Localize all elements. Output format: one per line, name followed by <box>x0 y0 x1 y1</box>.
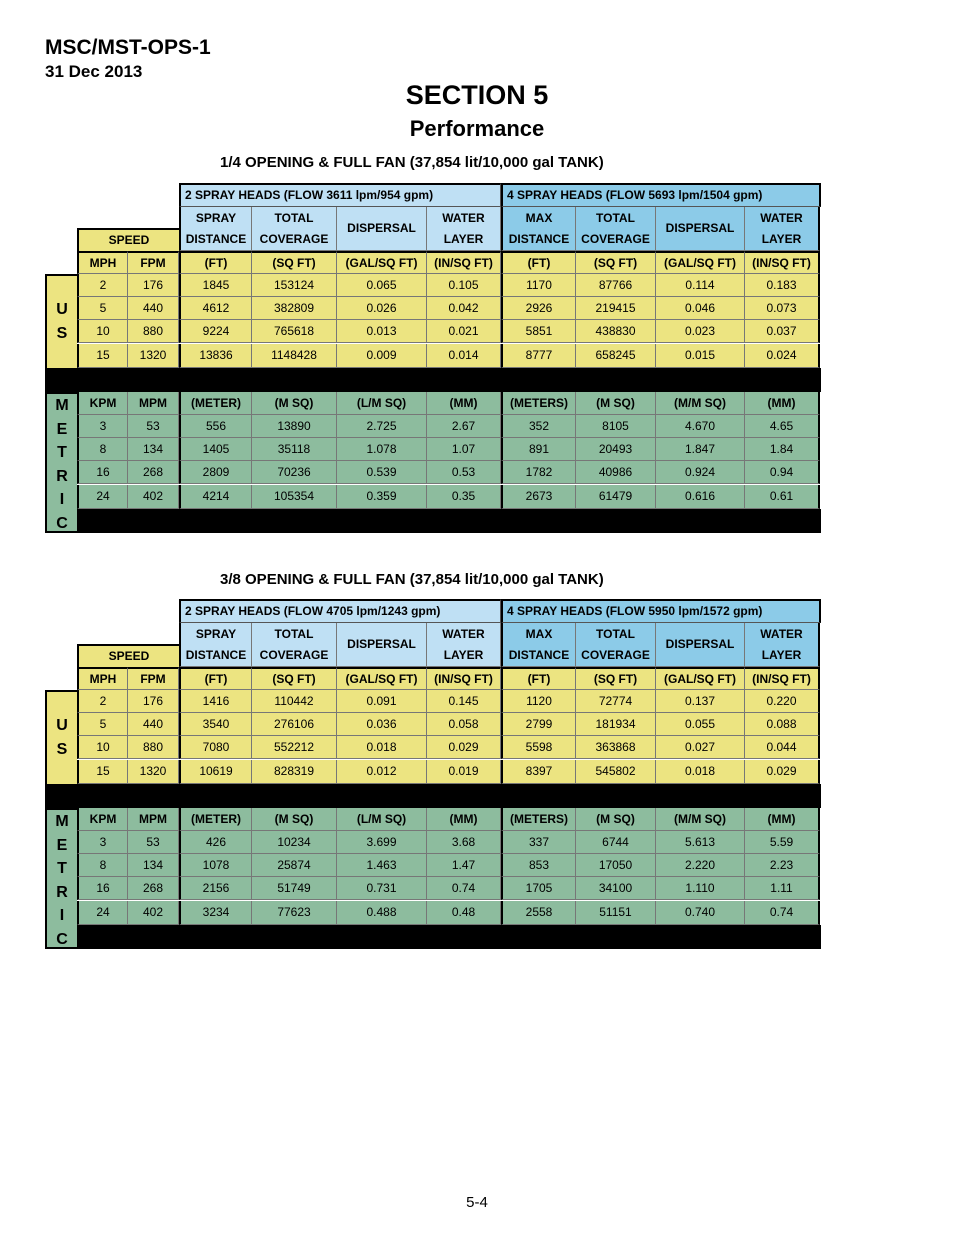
unit-cell: (METERS) <box>501 392 576 415</box>
unit-cell: (MM) <box>427 392 501 415</box>
data-cell: 0.74 <box>427 877 501 900</box>
data-cell: 1705 <box>501 877 576 900</box>
unit-cell: MPM <box>128 808 179 831</box>
data-cell: 10234 <box>252 831 337 854</box>
data-cell: 0.539 <box>337 461 427 484</box>
side-letter: C <box>56 514 68 532</box>
speed-header: SPEED <box>77 228 179 251</box>
column-header <box>337 623 427 667</box>
data-cell: 0.042 <box>427 297 501 320</box>
data-cell: 1320 <box>128 760 179 784</box>
header-line: MAX <box>525 210 553 225</box>
us-side-label <box>45 690 77 784</box>
metric-side-label <box>45 808 77 949</box>
data-cell: 0.114 <box>656 274 745 297</box>
header-line: LAYER <box>443 647 484 662</box>
data-cell: 13836 <box>179 344 252 368</box>
data-cell: 8 <box>77 438 128 461</box>
data-cell: 0.488 <box>337 901 427 925</box>
data-cell: 70236 <box>252 461 337 484</box>
unit-cell: (FT) <box>179 667 252 690</box>
data-cell: 0.073 <box>745 297 820 320</box>
doc-date: 31 Dec 2013 <box>45 62 143 81</box>
data-cell: 5.59 <box>745 831 820 854</box>
data-cell: 176 <box>128 690 179 713</box>
separator-band <box>77 509 821 533</box>
header-line: LAYER <box>443 231 484 246</box>
table-title: 1/4 OPENING & FULL FAN (37,854 lit/10,000 gal TANK) <box>220 154 604 171</box>
data-cell: 880 <box>128 736 179 759</box>
doc-id: MSC/MST-OPS-1 <box>45 36 211 59</box>
section-title: SECTION 5 <box>405 80 549 110</box>
data-cell: 153124 <box>252 274 337 297</box>
data-cell: 7080 <box>179 736 252 759</box>
data-cell: 0.024 <box>745 344 820 368</box>
data-cell: 176 <box>128 274 179 297</box>
data-cell: 0.015 <box>656 344 745 368</box>
unit-cell: MPM <box>128 392 179 415</box>
header-line: DISTANCE <box>508 231 570 246</box>
data-cell: 0.145 <box>427 690 501 713</box>
unit-cell: (L/M SQ) <box>337 392 427 415</box>
data-cell: 3 <box>77 415 128 438</box>
data-cell: 4.670 <box>656 415 745 438</box>
unit-cell: (M SQ) <box>576 392 656 415</box>
data-cell: 2926 <box>501 297 576 320</box>
data-cell: 8105 <box>576 415 656 438</box>
header-line: DISPERSAL <box>665 637 735 651</box>
data-cell: 0.009 <box>337 344 427 368</box>
data-cell: 402 <box>128 901 179 925</box>
header-line: LAYER <box>761 647 802 662</box>
us-side-label <box>45 274 77 368</box>
unit-cell: (SQ FT) <box>252 667 337 690</box>
unit-cell: (M SQ) <box>252 392 337 415</box>
data-cell: 6744 <box>576 831 656 854</box>
data-cell: 17050 <box>576 854 656 877</box>
header-line: SPRAY <box>195 626 237 641</box>
data-cell: 0.036 <box>337 713 427 736</box>
data-cell: 1845 <box>179 274 252 297</box>
column-header <box>337 207 427 251</box>
data-cell: 2799 <box>501 713 576 736</box>
data-cell: 426 <box>179 831 252 854</box>
unit-cell: (METER) <box>179 808 252 831</box>
side-letter: E <box>56 836 68 854</box>
data-cell: 2.67 <box>427 415 501 438</box>
data-cell: 2.220 <box>656 854 745 877</box>
header-line: WATER <box>760 210 803 225</box>
unit-cell: KPM <box>77 392 128 415</box>
unit-cell: (M/M SQ) <box>656 392 745 415</box>
data-cell: 1782 <box>501 461 576 484</box>
data-cell: 15 <box>77 344 128 368</box>
column-header <box>576 207 656 251</box>
data-cell: 2.725 <box>337 415 427 438</box>
data-cell: 352 <box>501 415 576 438</box>
data-cell: 0.220 <box>745 690 820 713</box>
data-cell: 556 <box>179 415 252 438</box>
unit-cell: (GAL/SQ FT) <box>656 251 745 274</box>
data-cell: 5 <box>77 713 128 736</box>
header-line: TOTAL <box>274 210 314 225</box>
header-line: WATER <box>760 626 803 641</box>
data-cell: 268 <box>128 877 179 900</box>
side-letter: I <box>59 491 65 508</box>
header-line: DISPERSAL <box>347 221 416 235</box>
header-line: MAX <box>525 626 553 641</box>
header-line: TOTAL <box>596 210 635 225</box>
separator-band <box>45 368 821 392</box>
header-line: TOTAL <box>274 626 314 641</box>
data-cell: 438830 <box>576 320 656 343</box>
side-letter: R <box>56 467 68 485</box>
data-cell: 0.94 <box>745 461 820 484</box>
data-cell: 828319 <box>252 760 337 784</box>
data-cell: 8777 <box>501 344 576 368</box>
group-header-2-heads: 2 SPRAY HEADS (FLOW 4705 lpm/1243 gpm) <box>179 599 501 623</box>
data-cell: 3.699 <box>337 831 427 854</box>
data-cell: 5.613 <box>656 831 745 854</box>
unit-cell: (MM) <box>745 808 820 831</box>
unit-cell: (M/M SQ) <box>656 808 745 831</box>
column-header <box>252 207 337 251</box>
data-cell: 0.058 <box>427 713 501 736</box>
separator-band <box>45 784 821 808</box>
data-cell: 5 <box>77 297 128 320</box>
data-cell: 219415 <box>576 297 656 320</box>
data-cell: 16 <box>77 461 128 484</box>
header-line: COVERAGE <box>259 647 329 662</box>
metric-side-label <box>45 392 77 533</box>
data-cell: 53 <box>128 831 179 854</box>
data-cell: 0.183 <box>745 274 820 297</box>
data-cell: 1.11 <box>745 877 820 900</box>
header-line: LAYER <box>761 231 802 246</box>
unit-cell: FPM <box>128 667 179 690</box>
data-cell: 3540 <box>179 713 252 736</box>
header-line: SPRAY <box>195 210 237 225</box>
data-cell: 2558 <box>501 901 576 925</box>
data-cell: 15 <box>77 760 128 784</box>
data-cell: 0.088 <box>745 713 820 736</box>
data-cell: 268 <box>128 461 179 484</box>
side-letter: C <box>56 930 68 948</box>
data-cell: 9224 <box>179 320 252 343</box>
side-letter: S <box>56 325 68 342</box>
data-cell: 0.019 <box>427 760 501 784</box>
group-header-4-heads: 4 SPRAY HEADS (FLOW 5950 lpm/1572 gpm) <box>501 599 821 623</box>
data-cell: 440 <box>128 713 179 736</box>
column-header <box>501 207 576 251</box>
data-cell: 0.046 <box>656 297 745 320</box>
data-cell: 53 <box>128 415 179 438</box>
header-line: TOTAL <box>596 626 635 641</box>
unit-cell: (METER) <box>179 392 252 415</box>
column-header <box>745 623 820 667</box>
header-line: DISTANCE <box>185 231 247 246</box>
header-line: DISPERSAL <box>347 637 416 651</box>
data-cell: 0.021 <box>427 320 501 343</box>
column-header <box>427 207 501 251</box>
data-cell: 110442 <box>252 690 337 713</box>
data-cell: 77623 <box>252 901 337 925</box>
side-letter: T <box>57 444 67 461</box>
side-letter: S <box>56 741 68 758</box>
unit-cell: (GAL/SQ FT) <box>337 251 427 274</box>
data-cell: 545802 <box>576 760 656 784</box>
data-cell: 765618 <box>252 320 337 343</box>
unit-cell: (IN/SQ FT) <box>745 251 820 274</box>
data-cell: 0.023 <box>656 320 745 343</box>
data-cell: 10 <box>77 320 128 343</box>
unit-cell: (IN/SQ FT) <box>427 251 501 274</box>
data-cell: 105354 <box>252 485 337 509</box>
data-cell: 3234 <box>179 901 252 925</box>
data-cell: 24 <box>77 901 128 925</box>
data-cell: 4612 <box>179 297 252 320</box>
header-line: WATER <box>442 626 485 641</box>
data-cell: 3.68 <box>427 831 501 854</box>
data-cell: 1170 <box>501 274 576 297</box>
data-cell: 1120 <box>501 690 576 713</box>
data-cell: 4214 <box>179 485 252 509</box>
data-cell: 382809 <box>252 297 337 320</box>
data-cell: 1.110 <box>656 877 745 900</box>
unit-cell: (M SQ) <box>576 808 656 831</box>
data-cell: 72774 <box>576 690 656 713</box>
header-line: COVERAGE <box>581 647 650 662</box>
data-cell: 8397 <box>501 760 576 784</box>
data-cell: 0.018 <box>656 760 745 784</box>
side-letter: U <box>56 717 68 734</box>
data-cell: 1.47 <box>427 854 501 877</box>
column-header <box>656 207 745 251</box>
column-header <box>252 623 337 667</box>
data-cell: 8 <box>77 854 128 877</box>
data-cell: 0.48 <box>427 901 501 925</box>
data-cell: 0.105 <box>427 274 501 297</box>
header-line: DISTANCE <box>508 647 570 662</box>
data-cell: 134 <box>128 438 179 461</box>
unit-cell: MPH <box>77 251 128 274</box>
header-line: COVERAGE <box>581 231 650 246</box>
separator-band <box>77 925 821 949</box>
data-cell: 2673 <box>501 485 576 509</box>
header-line: WATER <box>442 210 485 225</box>
data-cell: 2 <box>77 690 128 713</box>
unit-cell: (SQ FT) <box>252 251 337 274</box>
data-cell: 0.013 <box>337 320 427 343</box>
data-cell: 1320 <box>128 344 179 368</box>
unit-cell: (MM) <box>745 392 820 415</box>
data-cell: 337 <box>501 831 576 854</box>
data-cell: 10619 <box>179 760 252 784</box>
data-cell: 0.029 <box>427 736 501 759</box>
section-subtitle: Performance <box>409 116 545 141</box>
unit-cell: (GAL/SQ FT) <box>337 667 427 690</box>
column-header <box>501 623 576 667</box>
data-cell: 0.026 <box>337 297 427 320</box>
data-cell: 181934 <box>576 713 656 736</box>
data-cell: 1.847 <box>656 438 745 461</box>
data-cell: 34100 <box>576 877 656 900</box>
data-cell: 2 <box>77 274 128 297</box>
data-cell: 1078 <box>179 854 252 877</box>
table-title: 3/8 OPENING & FULL FAN (37,854 lit/10,000 gal TANK) <box>220 571 604 588</box>
side-letter: M <box>55 813 69 830</box>
unit-cell: (SQ FT) <box>576 667 656 690</box>
data-cell: 16 <box>77 877 128 900</box>
side-letter: R <box>56 883 68 901</box>
data-cell: 0.065 <box>337 274 427 297</box>
column-header <box>427 623 501 667</box>
data-cell: 1.078 <box>337 438 427 461</box>
data-cell: 1416 <box>179 690 252 713</box>
unit-cell: KPM <box>77 808 128 831</box>
unit-cell: (IN/SQ FT) <box>427 667 501 690</box>
data-cell: 20493 <box>576 438 656 461</box>
side-letter: M <box>55 397 69 414</box>
data-cell: 0.029 <box>745 760 820 784</box>
data-cell: 2.23 <box>745 854 820 877</box>
data-cell: 1.07 <box>427 438 501 461</box>
data-cell: 552212 <box>252 736 337 759</box>
data-cell: 0.137 <box>656 690 745 713</box>
data-cell: 51151 <box>576 901 656 925</box>
column-header <box>745 207 820 251</box>
data-cell: 10 <box>77 736 128 759</box>
data-cell: 402 <box>128 485 179 509</box>
unit-cell: (M SQ) <box>252 808 337 831</box>
data-cell: 0.037 <box>745 320 820 343</box>
column-header <box>576 623 656 667</box>
data-cell: 0.012 <box>337 760 427 784</box>
data-cell: 853 <box>501 854 576 877</box>
data-cell: 1.463 <box>337 854 427 877</box>
data-cell: 40986 <box>576 461 656 484</box>
data-cell: 87766 <box>576 274 656 297</box>
unit-cell: (FT) <box>179 251 252 274</box>
data-cell: 0.616 <box>656 485 745 509</box>
data-cell: 5851 <box>501 320 576 343</box>
group-header-2-heads: 2 SPRAY HEADS (FLOW 3611 lpm/954 gpm) <box>179 183 501 207</box>
unit-cell: (FT) <box>501 667 576 690</box>
data-cell: 13890 <box>252 415 337 438</box>
data-cell: 891 <box>501 438 576 461</box>
data-cell: 0.74 <box>745 901 820 925</box>
data-cell: 0.018 <box>337 736 427 759</box>
data-cell: 0.731 <box>337 877 427 900</box>
unit-cell: FPM <box>128 251 179 274</box>
data-cell: 35118 <box>252 438 337 461</box>
header-line: COVERAGE <box>259 231 329 246</box>
data-cell: 24 <box>77 485 128 509</box>
data-cell: 0.35 <box>427 485 501 509</box>
data-cell: 2156 <box>179 877 252 900</box>
data-cell: 0.091 <box>337 690 427 713</box>
data-cell: 0.055 <box>656 713 745 736</box>
unit-cell: (FT) <box>501 251 576 274</box>
column-header <box>179 623 252 667</box>
data-cell: 0.61 <box>745 485 820 509</box>
unit-cell: (IN/SQ FT) <box>745 667 820 690</box>
speed-header: SPEED <box>77 644 179 667</box>
unit-cell: (METERS) <box>501 808 576 831</box>
header-line: DISPERSAL <box>665 221 735 235</box>
data-cell: 0.027 <box>656 736 745 759</box>
data-cell: 0.53 <box>427 461 501 484</box>
data-cell: 51749 <box>252 877 337 900</box>
data-cell: 658245 <box>576 344 656 368</box>
data-cell: 0.359 <box>337 485 427 509</box>
unit-cell: (GAL/SQ FT) <box>656 667 745 690</box>
data-cell: 25874 <box>252 854 337 877</box>
unit-cell: MPH <box>77 667 128 690</box>
data-cell: 61479 <box>576 485 656 509</box>
unit-cell: (SQ FT) <box>576 251 656 274</box>
data-cell: 0.044 <box>745 736 820 759</box>
column-header <box>656 623 745 667</box>
data-cell: 0.740 <box>656 901 745 925</box>
side-letter: E <box>56 420 68 438</box>
data-cell: 880 <box>128 320 179 343</box>
unit-cell: (MM) <box>427 808 501 831</box>
page-number: 5-4 <box>466 1194 488 1211</box>
column-header <box>179 207 252 251</box>
header-line: DISTANCE <box>185 647 247 662</box>
unit-cell: (L/M SQ) <box>337 808 427 831</box>
data-cell: 4.65 <box>745 415 820 438</box>
data-cell: 134 <box>128 854 179 877</box>
data-cell: 440 <box>128 297 179 320</box>
data-cell: 3 <box>77 831 128 854</box>
data-cell: 2809 <box>179 461 252 484</box>
data-cell: 276106 <box>252 713 337 736</box>
data-cell: 1.84 <box>745 438 820 461</box>
data-cell: 5598 <box>501 736 576 759</box>
data-cell: 1405 <box>179 438 252 461</box>
data-cell: 0.014 <box>427 344 501 368</box>
data-cell: 363868 <box>576 736 656 759</box>
side-letter: U <box>56 301 68 318</box>
side-letter: T <box>57 860 67 877</box>
group-header-4-heads: 4 SPRAY HEADS (FLOW 5693 lpm/1504 gpm) <box>501 183 821 207</box>
side-letter: I <box>59 907 65 924</box>
data-cell: 0.924 <box>656 461 745 484</box>
data-cell: 1148428 <box>252 344 337 368</box>
